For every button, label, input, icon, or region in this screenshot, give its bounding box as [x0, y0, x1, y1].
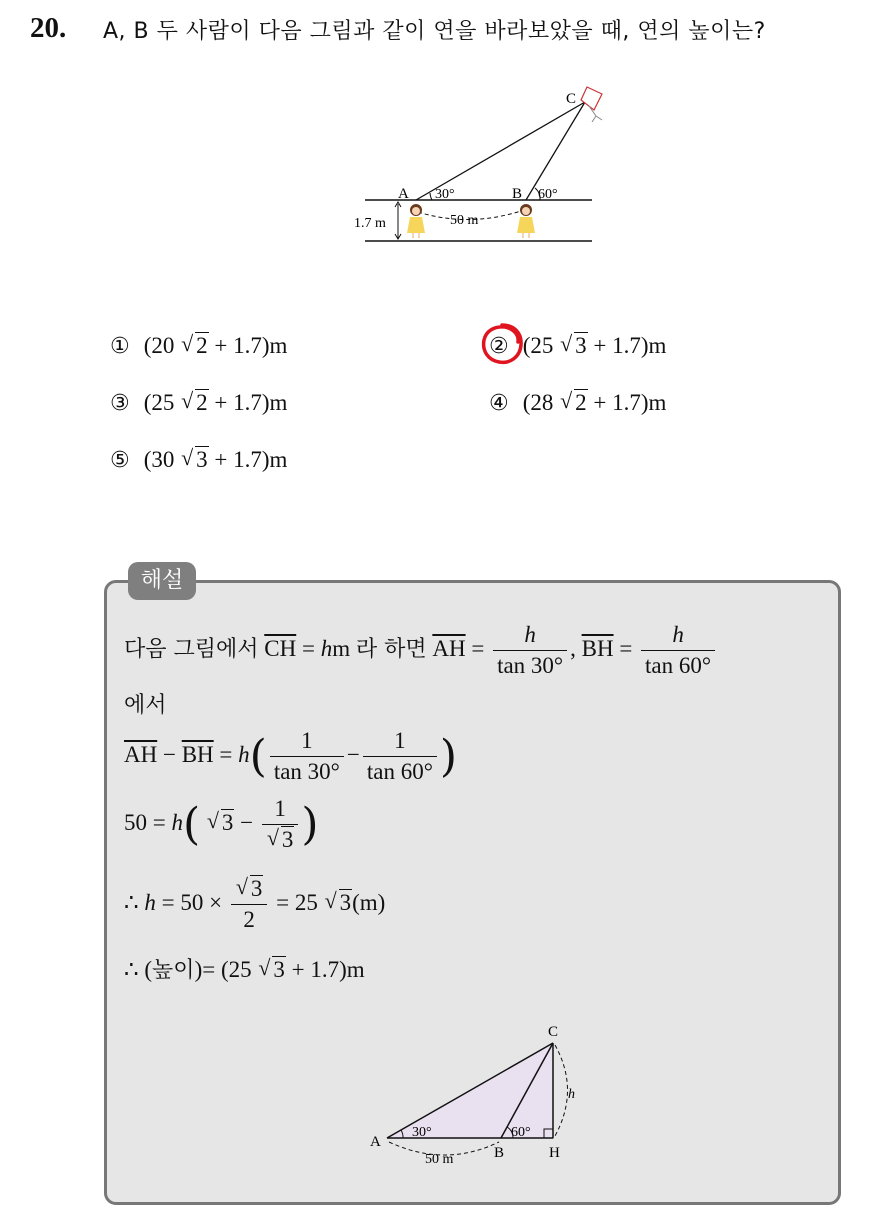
choice-1[interactable]: ① (20 √ 2 + 1.7)m — [110, 333, 287, 359]
question-text: A, B 두 사람이 다음 그림과 같이 연을 바라보았을 때, 연의 높이는? — [103, 19, 766, 44]
choice-2[interactable]: ② (25 √ 3 + 1.7)m — [489, 333, 666, 359]
kite-figure — [340, 80, 610, 250]
solution-line-2: 에서 — [124, 693, 167, 718]
tri-label-b: B — [494, 1145, 505, 1161]
fraction-h-tan30: $\frac{h}{\tan 30^\circ}$ — [493, 622, 567, 679]
angle-b: 60° — [538, 187, 558, 202]
tri-angle-b: 60° — [511, 1125, 531, 1140]
question-number: 20. — [30, 12, 67, 44]
label-a: A — [398, 186, 409, 202]
height-label: 1.7 m — [354, 216, 386, 231]
girl-a-icon — [407, 204, 425, 238]
solution-line-6: ∴ (높이)= (25 √ 3 + 1.7)m — [124, 953, 365, 984]
label-c: C — [566, 91, 577, 107]
choice-3[interactable]: ③ (25 √ 2 + 1.7)m — [110, 390, 287, 416]
angle-a: 30° — [435, 187, 455, 202]
tri-label-c: C — [548, 1024, 559, 1040]
choice-5[interactable]: ⑤ (30 √ 3 + 1.7)m — [110, 447, 287, 473]
choice-4[interactable]: ④ (28 √ 2 + 1.7)m — [489, 390, 666, 416]
answer-mark-circle — [478, 320, 526, 368]
fraction-h-tan60: $\frac{h}{\tan 60^\circ}$ — [641, 622, 715, 679]
solution-line-5: ∴ h = 50 × √ $\frac{3}{2}$ = 25 √ 3(m) — [124, 876, 385, 933]
distance-label: 50 m — [450, 213, 479, 228]
tri-label-a: A — [370, 1134, 381, 1150]
girl-b-icon — [517, 204, 535, 238]
triangle-figure — [365, 1020, 595, 1170]
tri-distance: 50 m — [425, 1152, 454, 1167]
tri-label-h: H — [549, 1145, 560, 1161]
tri-angle-a: 30° — [412, 1125, 432, 1140]
label-b: B — [512, 186, 523, 202]
tri-label-height: h — [568, 1087, 575, 1102]
solution-tab: 해설 — [128, 562, 196, 600]
solution-line-4: 50 = h( √ 3 − 1 √ 3 ) — [124, 796, 319, 853]
solution-line-1: 다음 그림에서 $\overline{CH}$ = hm 라 하면 $\overline{AH}$ = $\frac{h}{\tan 30^\circ}$ , $\overline{BH}$ = $\frac{h}{\tan 60^\circ}$ — [124, 622, 718, 679]
solution-line-3: $\overline{AH} - \overline{BH} = h$( $\frac{1}{\tan 30^\circ}$ − $\frac{1}{\tan 60^\circ}$ ) — [124, 728, 458, 784]
